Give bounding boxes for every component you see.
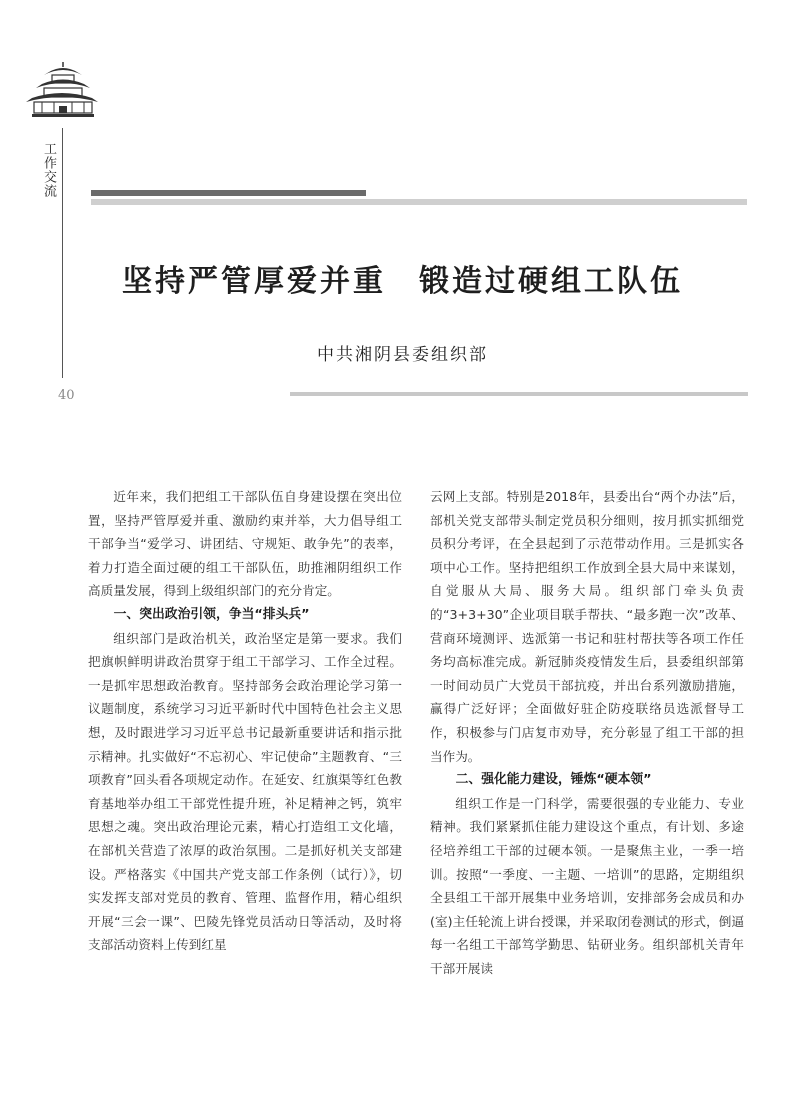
intro-paragraph: 近年来，我们把组工干部队伍自身建设摆在突出位置，坚持严管厚爱并重、激励约束并举，大力倡导组工干部争当“爱学习、讲团结、守规矩、敢争先”的表率，着力打造全面过硬的组工干部队伍，助推湘阴组织工作高质量发展，得到上级组织部门的充分肯定。 bbox=[88, 489, 402, 599]
section-heading-2: 二、强化能力建设，锤炼“硬本领” bbox=[455, 772, 652, 788]
section-label: 工作交流 bbox=[41, 142, 56, 198]
pavilion-logo bbox=[22, 62, 102, 122]
page-number: 40 bbox=[58, 388, 75, 403]
article-title: 坚持严管厚爱并重 锻造过硬组工队伍 bbox=[122, 264, 683, 299]
title-rule-dark bbox=[91, 190, 366, 196]
section2-paragraph: 组织工作是一门科学，需要很强的专业能力、专业精神。我们紧紧抓住能力建设这个重点，有计划、多途径培养组工干部的过硬本领。一是聚焦主业，一季一培训。按照“一季度、一主题、一培训”的思路，定期组织全县组工干部开展集中业务培训，安排部务会成员和办(室)主任轮流上讲台授课，并采取闭卷测试的形式，倒逼每一名组工干部笃学勤思、钻研业务。组织部机关青年干部开展读 bbox=[430, 795, 744, 976]
left-column bbox=[88, 485, 402, 957]
section1-paragraph-continued: 云网上支部。特别是2018年，县委出台“两个办法”后，部机关党支部带头制定党员积分细则，按月抓实抓细党员积分考评，在全县起到了示范带动作用。三是抓实各项中心工作。坚持把组织工作放到全县大局中来谋划，自觉服从大局、服务大局。组织部门牵头负责的“3+3+30”企业项目联手帮扶、“最多跑一次”改革、营商环境测评、选派第一书记和驻村帮扶等各项工作任务均高标准完成。新冠肺炎疫情发生后，县委组织部第一时间动员广大党员干部抗疫，并出台系列激励措施，赢得广泛好评；全面做好驻企防疫联络员选派督导工作，积极参与门店复市劝导，充分彰显了组工干部的担当作为。 bbox=[430, 489, 744, 764]
article-author: 中共湘阴县委组织部 bbox=[317, 345, 488, 365]
section-heading-1: 一、突出政治引领，争当“排头兵” bbox=[113, 606, 310, 622]
author-rule bbox=[290, 392, 748, 396]
right-column bbox=[430, 485, 744, 980]
section1-paragraph: 组织部门是政治机关，政治坚定是第一要求。我们把旗帜鲜明讲政治贯穿于组工干部学习、工作全过程。一是抓牢思想政治教育。坚持部务会政治理论学习第一议题制度，系统学习习近平新时代中国特色社会主义思想，及时跟进学习习近平总书记最新重要讲话和指示批示精神。扎实做好“不忘初心、牢记使命”主题教育、“三项教育”回头看各项规定动作。在延安、红旗渠等红色教育基地举办组工干部党性提升班，补足精神之钙，筑牢思想之魂。突出政治理论元素，精心打造组工文化墙，在部机关营造了浓厚的政治氛围。二是抓好机关支部建设。严格落实《中国共产党支部工作条例（试行）》，切实发挥支部对党员的教育、管理、监督作用，精心组织开展“三会一课”、巴陵先锋党员活动日等活动，及时将支部活动资料上传到红星 bbox=[88, 630, 402, 953]
title-rule-light bbox=[91, 199, 747, 205]
